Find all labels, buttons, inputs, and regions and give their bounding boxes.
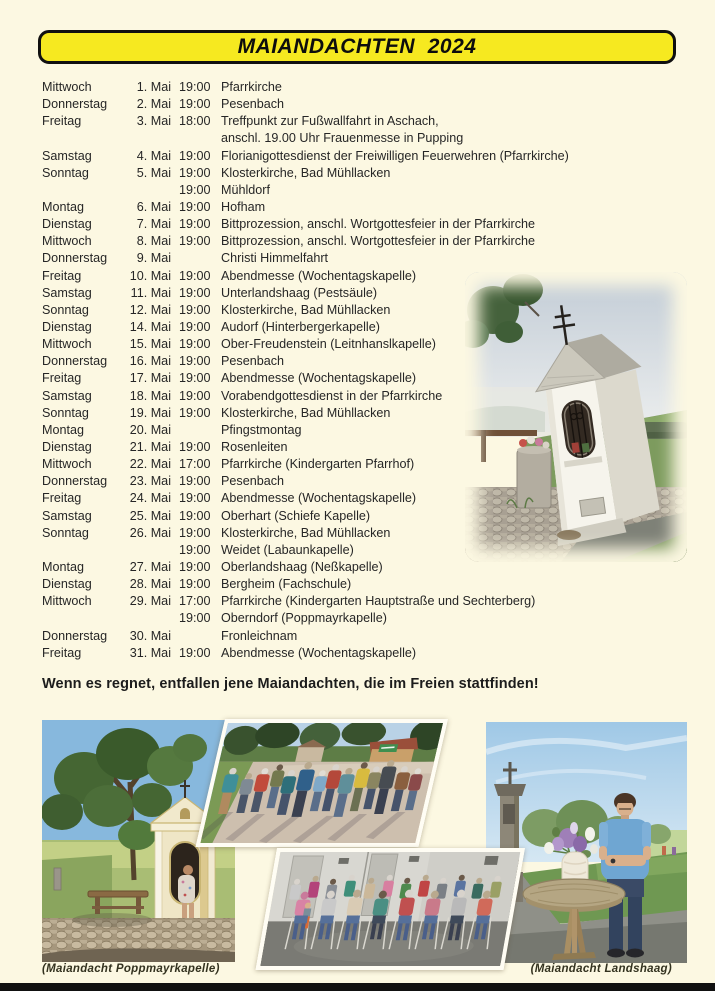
schedule-event: Bittprozession, anschl. Wortgottesfeier in der Pfarrkirche [221,217,536,232]
schedule-event: Klosterkirche, Bad Mühllacken [221,405,391,420]
schedule-date: 16. Mai [129,354,171,369]
schedule-date [127,130,171,147]
schedule-date: 1. Mai [136,80,171,94]
schedule-day: Mittwoch [42,594,92,609]
schedule-date: 23. Mai [129,474,171,489]
schedule-date [127,610,171,627]
schedule-row [42,130,690,147]
schedule-day: Montag [42,199,85,214]
schedule-day: Sonntag [42,165,89,180]
schedule-day: Dienstag [42,319,92,334]
schedule-date: 11. Mai [130,285,171,300]
schedule-row [42,233,690,250]
schedule-event: Vorabendgottesdienst in der Pfarrkirche [221,388,443,403]
schedule-time: 19:00 [179,559,211,574]
schedule-time: 19:00 [179,182,211,197]
schedule-event: Pesenbach [221,474,285,489]
schedule-time: 19:00 [179,491,211,506]
photo-standing-group [195,719,448,847]
schedule-time: 19:00 [179,371,211,386]
schedule-time: 19:00 [179,302,211,317]
schedule-event: Abendmesse (Wochentagskapelle) [221,645,417,660]
page-bottom-border [0,983,715,991]
schedule-event: Oberlandshaag (Neßkapelle) [221,559,383,574]
schedule-event: Ober-Freudenstein (Leitnhanslkapelle) [221,337,436,352]
schedule-day [42,130,127,147]
schedule-time: 19:00 [179,405,211,420]
schedule-date: 30. Mai [129,628,171,643]
leaning-chapel-art [465,272,687,562]
schedule-time: 19:00 [179,268,211,283]
schedule-event: Florianigottesdienst der Freiwilligen Feuerwehren (Pfarrkirche) [221,148,569,163]
schedule-day: Freitag [42,114,82,129]
schedule-date: 5. Mai [136,165,171,180]
schedule-event: Treffpunkt zur Fußwallfahrt in Aschach, [221,114,439,129]
schedule-event: Pfarrkirche [221,80,282,94]
schedule-date: 25. Mai [129,508,171,523]
schedule-date: 22. Mai [129,457,171,472]
schedule-date: 26. Mai [129,525,171,540]
schedule-row [42,148,690,165]
schedule-event: Fronleichnam [221,628,298,643]
schedule-event: Pfingstmontag [221,422,302,437]
schedule-row [42,79,690,96]
schedule-time: 19:00 [179,165,211,180]
schedule-day: Dienstag [42,439,92,454]
schedule-time: 19:00 [179,199,211,214]
schedule-row [42,182,690,199]
schedule-day: Mittwoch [42,337,92,352]
schedule-row [42,199,690,216]
schedule-day: Samstag [42,508,92,523]
schedule-row [42,165,690,182]
schedule-row [42,593,690,610]
schedule-time: 19:00 [179,611,211,626]
schedule-time: 19:00 [179,525,211,540]
schedule-row [42,610,690,627]
schedule-day: Freitag [42,268,82,283]
schedule-row [42,645,690,662]
photo-sitting-group [255,848,525,970]
schedule-time: 19:00 [179,388,211,403]
schedule-date: 20. Mai [129,422,171,437]
standing-group-art [200,723,443,843]
sitting-group-art [260,852,520,966]
schedule-day: Samstag [42,388,92,403]
schedule-event: Unterlandshaag (Pestsäule) [221,285,378,300]
schedule-event: Rosenleiten [221,439,288,454]
schedule-day: Sonntag [42,302,89,317]
schedule-date [127,542,171,559]
schedule-day: Freitag [42,491,82,506]
schedule-date: 24. Mai [129,491,171,506]
schedule-event: Weidet (Labaunkapelle) [221,542,354,557]
schedule-time: 19:00 [179,645,211,660]
schedule-time: 17:00 [179,594,211,609]
schedule-time [171,422,221,439]
schedule-row [42,96,690,113]
schedule-event: Pesenbach [221,97,285,112]
schedule-day: Donnerstag [42,251,108,266]
schedule-date: 15. Mai [129,337,171,352]
schedule-time: 18:00 [179,114,211,129]
schedule-day: Donnerstag [42,97,108,112]
schedule-date: 17. Mai [129,371,171,386]
schedule-day: Sonntag [42,525,89,540]
schedule-day: Mittwoch [42,457,92,472]
caption-poppmayrkapelle: (Maiandacht Poppmayrkapelle) [42,963,220,975]
landshaag-art [486,722,687,963]
photo-landshaag [486,722,687,963]
schedule-date: 27. Mai [129,559,171,574]
schedule-time: 19:00 [179,234,211,249]
schedule-event: Klosterkirche, Bad Mühllacken [221,165,391,180]
schedule-time: 19:00 [179,80,211,94]
schedule-day: Donnerstag [42,474,108,489]
schedule-date: 12. Mai [129,302,171,317]
schedule-day: Freitag [42,371,82,386]
schedule-date: 7. Mai [136,217,171,232]
schedule-date [127,182,171,199]
schedule-event: Christi Himmelfahrt [221,251,329,266]
schedule-event: Bittprozession, anschl. Wortgottesfeier in der Pfarrkirche [221,234,536,249]
page-title: MAIANDACHTEN 2024 [237,35,477,58]
schedule-date: 31. Mai [129,645,171,660]
schedule-time [171,130,221,147]
schedule-date: 10. Mai [129,268,171,283]
schedule-day: Mittwoch [42,80,92,94]
schedule-day: Montag [42,422,85,437]
schedule-day: Sonntag [42,405,89,420]
schedule-day [42,542,127,559]
schedule-day [42,182,127,199]
schedule-date: 6. Mai [136,199,171,214]
schedule-day: Dienstag [42,577,92,592]
caption-landshaag: (Maiandacht Landshaag) [530,963,672,975]
schedule-date: 4. Mai [136,148,171,163]
schedule-row [42,250,690,267]
schedule-event: anschl. 19.00 Uhr Frauenmesse in Pupping [221,131,464,146]
schedule-date: 18. Mai [129,388,171,403]
schedule-row [42,113,690,130]
schedule-time: 19:00 [179,319,211,334]
schedule-day: Dienstag [42,217,92,232]
schedule-time: 19:00 [179,542,211,557]
schedule-event: Abendmesse (Wochentagskapelle) [221,371,417,386]
schedule-event: Klosterkirche, Bad Mühllacken [221,525,391,540]
schedule-day: Donnerstag [42,354,108,369]
schedule-date: 29. Mai [129,594,171,609]
schedule-event: Abendmesse (Wochentagskapelle) [221,268,417,283]
schedule-day: Montag [42,559,85,574]
schedule-time: 19:00 [179,97,211,112]
schedule-date: 8. Mai [136,234,171,249]
schedule-event: Mühldorf [221,182,270,197]
schedule-time: 19:00 [179,337,211,352]
schedule-date: 2. Mai [136,97,171,112]
rain-note: Wenn es regnet, entfallen jene Maiandachten, die im Freien stattfinden! [42,676,539,692]
photo-leaning-chapel [465,272,687,562]
schedule-event: Oberhart (Schiefe Kapelle) [221,508,371,523]
schedule-time: 19:00 [179,354,211,369]
title-banner [38,30,676,64]
schedule-time: 17:00 [179,457,211,472]
schedule-event: Pesenbach [221,354,285,369]
schedule-event: Pfarrkirche (Kindergarten Pfarrhof) [221,457,415,472]
schedule-day: Donnerstag [42,628,108,643]
schedule-row [42,628,690,645]
schedule-time: 19:00 [179,508,211,523]
schedule-row [42,576,690,593]
schedule-date: 9. Mai [136,251,171,266]
schedule-day: Mittwoch [42,234,92,249]
schedule-row [42,216,690,233]
schedule-date: 21. Mai [129,439,171,454]
schedule-date: 28. Mai [129,577,171,592]
schedule-date: 3. Mai [136,114,171,129]
schedule-time: 19:00 [179,148,211,163]
schedule-date: 19. Mai [129,405,171,420]
schedule-event: Hofham [221,199,266,214]
schedule-time: 19:00 [179,439,211,454]
schedule-time [171,628,221,645]
schedule-event: Bergheim (Fachschule) [221,577,352,592]
schedule-day: Freitag [42,645,82,660]
schedule-time [171,250,221,267]
schedule-date: 14. Mai [129,319,171,334]
schedule-day: Samstag [42,148,92,163]
schedule-time: 19:00 [179,217,211,232]
schedule-event: Oberndorf (Poppmayrkapelle) [221,611,387,626]
schedule-time: 19:00 [179,474,211,489]
schedule-time: 19:00 [179,285,211,300]
schedule-event: Pfarrkirche (Kindergarten Hauptstraße und Sechterberg) [221,594,536,609]
schedule-day [42,610,127,627]
schedule-event: Abendmesse (Wochentagskapelle) [221,491,417,506]
schedule-event: Klosterkirche, Bad Mühllacken [221,302,391,317]
schedule-time: 19:00 [179,577,211,592]
schedule-day: Samstag [42,285,92,300]
schedule-event: Audorf (Hinterbergerkapelle) [221,319,380,334]
